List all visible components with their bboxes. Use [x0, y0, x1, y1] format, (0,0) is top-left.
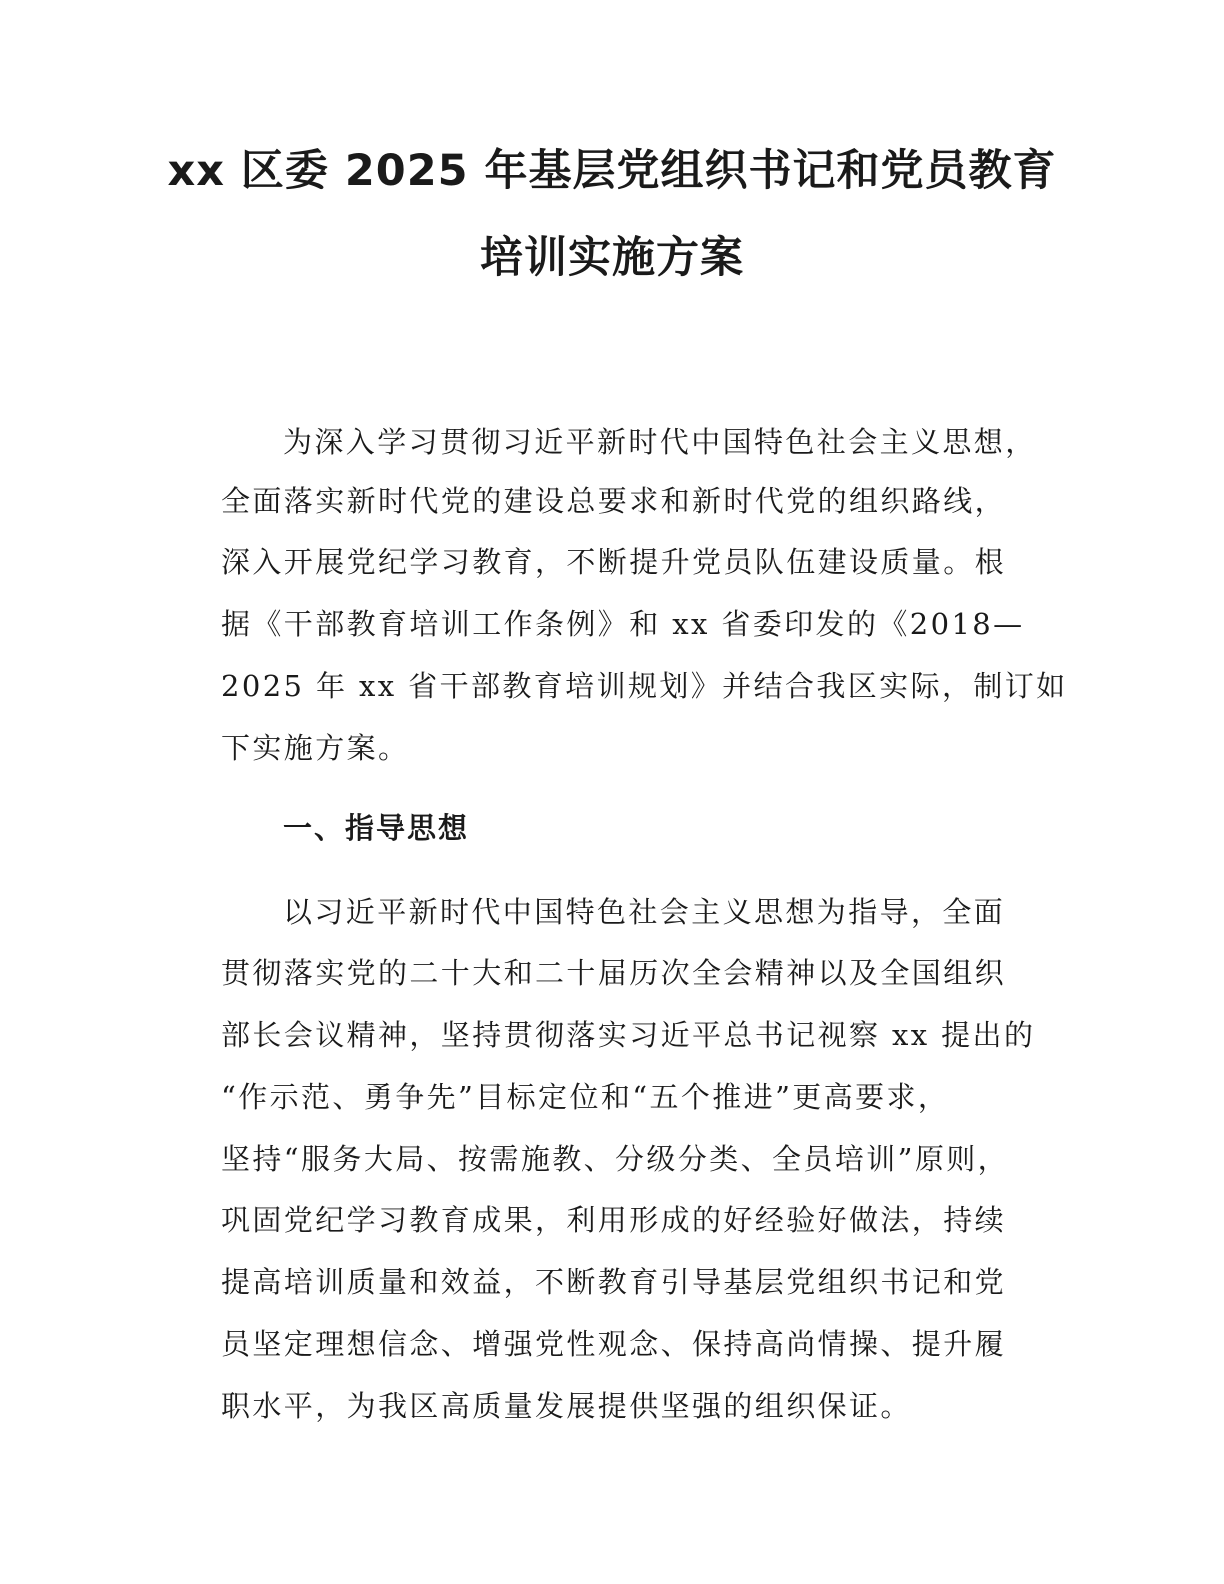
intro-line-5: 2025 年 xx 省干部教育培训规划》并结合我区实际，制订如: [221, 669, 1068, 703]
section-heading-guiding-ideology: 一、指导思想: [283, 811, 470, 845]
section-line-9: 职水平，为我区高质量发展提供坚强的组织保证。: [221, 1389, 912, 1423]
section-line-5: 坚持“服务大局、按需施教、分级分类、全员培训”原则，: [221, 1142, 1010, 1176]
intro-line-4: 据《干部教育培训工作条例》和 xx 省委印发的《2018—: [221, 607, 1025, 641]
document-title-line-1: xx 区委 2025 年基层党组织书记和党员教育: [167, 146, 1057, 196]
section-line-3: 部长会议精神，坚持贯彻落实习近平总书记视察 xx 提出的: [221, 1018, 1036, 1052]
section-line-6: 巩固党纪学习教育成果，利用形成的好经验好做法，持续: [221, 1203, 1007, 1237]
intro-line-1: 为深入学习贯彻习近平新时代中国特色社会主义思想，: [283, 425, 1037, 459]
intro-line-6: 下实施方案。: [221, 731, 410, 765]
intro-line-3: 深入开展党纪学习教育，不断提升党员队伍建设质量。根: [221, 545, 1007, 579]
section-line-2: 贯彻落实党的二十大和二十届历次全会精神以及全国组织: [221, 956, 1007, 990]
document-title-line-2: 培训实施方案: [480, 233, 744, 283]
intro-line-2: 全面落实新时代党的建设总要求和新时代党的组织路线，: [221, 484, 1007, 518]
section-line-1: 以习近平新时代中国特色社会主义思想为指导，全面: [283, 895, 1006, 929]
section-line-8: 员坚定理想信念、增强党性观念、保持高尚情操、提升履: [221, 1327, 1007, 1361]
section-line-7: 提高培训质量和效益，不断教育引导基层党组织书记和党: [221, 1265, 1007, 1299]
section-line-4: “作示范、勇争先”目标定位和“五个推进”更高要求，: [221, 1080, 950, 1114]
